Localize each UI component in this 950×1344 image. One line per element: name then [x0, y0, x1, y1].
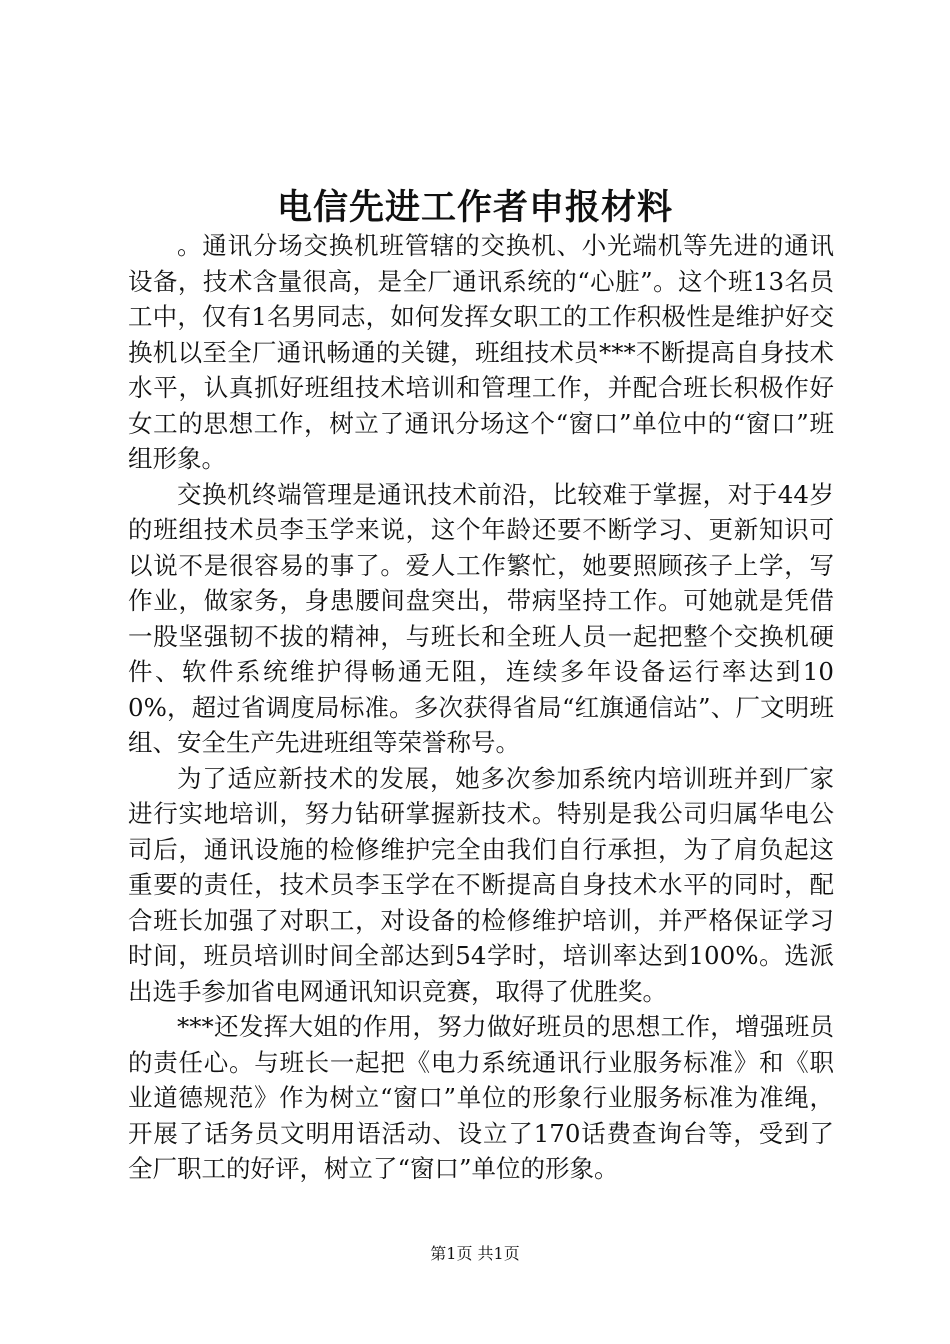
paragraph-2: 交换机终端管理是通讯技术前沿，比较难于掌握，对于44岁的班组技术员李玉学来说，这个年龄还要不断学习、更新知识可以说不是很容易的事了。爱人工作繁忙，她要照顾孩子上学，写作业，做家务，身患腰间盘突出，带病坚持工作。可她就是凭借一股坚强韧不拔的精神，与班长和全班人员一起把整个交换机硬件、软件系统维护得畅通无阻，连续多年设备运行率达到100%，超过省调度局标准。多次获得省局“红旗通信站”、厂文明班组、安全生产先进班组等荣誉称号。: [128, 479, 834, 757]
paragraph-1: 。通讯分场交换机班管辖的交换机、小光端机等先进的通讯设备，技术含量很高，是全厂通讯系统的“心脏”。这个班13名员工中，仅有1名男同志，如何发挥女职工的工作积极性是维护好交换机以至全厂通讯畅通的关键，班组技术员***不断提高自身技术水平，认真抓好班组技术培训和管理工作，并配合班长积极作好女工的思想工作，树立了通讯分场这个“窗口”单位中的“窗口”班组形象。: [128, 231, 834, 473]
paragraph-4: ***还发挥大姐的作用，努力做好班员的思想工作，增强班员的责任心。与班长一起把《电力系统通讯行业服务标准》和《职业道德规范》作为树立“窗口”单位的形象行业服务标准为准绳，开展了话务员文明用语活动、设立了170话费查询台等，受到了全厂职工的好评，树立了“窗口”单位的形象。: [128, 1012, 834, 1183]
document-body: [128, 228, 834, 1187]
document-title: 电信先进工作者申报材料: [276, 187, 673, 228]
paragraph-3: 为了适应新技术的发展，她多次参加系统内培训班并到厂家进行实地培训，努力钻研掌握新技术。特别是我公司归属华电公司后，通讯设施的检修维护完全由我们自行承担，为了肩负起这重要的责任，技术员李玉学在不断提高自身技术水平的同时，配合班长加强了对职工，对设备的检修维护培训，并严格保证学习时间，班员培训时间全部达到54学时，培训率达到100%。选派出选手参加省电网通讯知识竞赛，取得了优胜奖。: [128, 763, 834, 1006]
page-footer: 第1页 共1页: [430, 1244, 520, 1263]
